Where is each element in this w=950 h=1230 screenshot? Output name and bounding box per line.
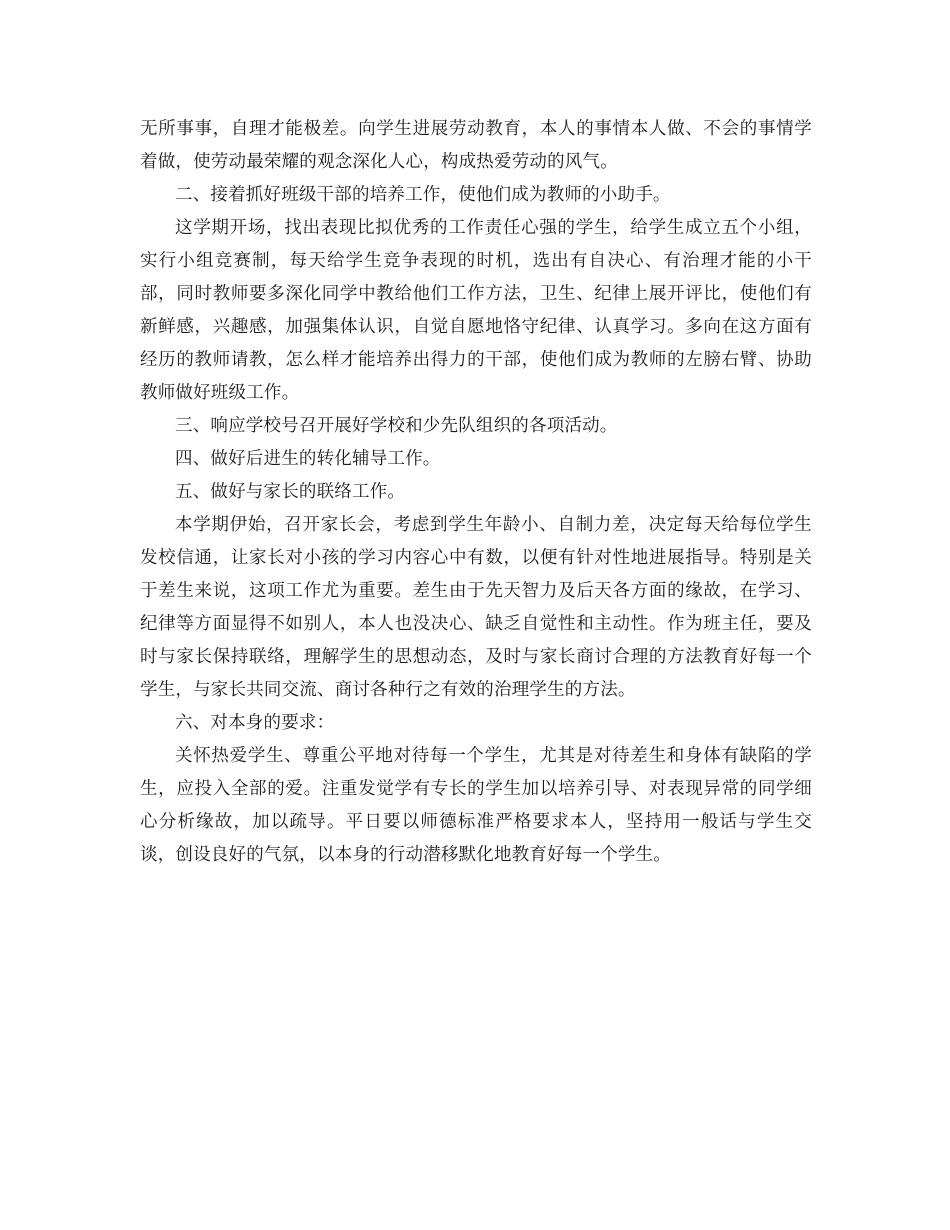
paragraph-class-cadres: 这学期开场，找出表现比拟优秀的工作责任心强的学生，给学生成立五个小组，实行小组竞赛制，每天给学生竞争表现的时机，选出有自决心、有治理才能的小干部，同时教师要多深化同学中教给他们工作方法，卫生、纪律上展开评比，使他们有新鲜感，兴趣感，加强集体认识，自觉自愿地恪守纪律、认真学习。多向在这方面有经历的教师请教，怎么样才能培养出得力的干部，使他们成为教师的左膀右臂、协助教师做好班级工作。: [140, 218, 812, 403]
heading-item-four: 四、做好后进生的转化辅导工作。: [175, 449, 441, 469]
heading-item-five: 五、做好与家长的联络工作。: [175, 482, 406, 502]
heading-item-three: 三、响应学校号召开展好学校和少先队组织的各项活动。: [175, 416, 618, 436]
heading-item-six: 六、对本身的要求：: [175, 713, 335, 733]
paragraph-self-requirements: 关怀热爱学生、尊重公平地对待每一个学生，尤其是对待差生和身体有缺陷的学生，应投入全部的爱。注重发觉学有专长的学生加以培养引导、对表现异常的同学细心分析缘故，加以疏导。平日要以师德标准严格要求本人，坚持用一般话与学生交谈，创设良好的气氛，以本身的行动潜移默化地教育好每一个学生。: [140, 746, 812, 865]
heading-item-two: 二、接着抓好班级干部的培养工作，使他们成为教师的小助手。: [175, 185, 671, 205]
paragraph-parent-contact: 本学期伊始，召开家长会，考虑到学生年龄小、自制力差，决定每天给每位学生发校信通，让家长对小孩的学习内容心中有数，以便有针对性地进展指导。特别是关于差生来说，这项工作尤为重要。差生由于先天智力及后天各方面的缘故，在学习、纪律等方面显得不如别人，本人也没决心、缺乏自觉性和主动性。作为班主任，要及时与家长保持联络，理解学生的思想动态，及时与家长商讨合理的方法教育好每一个学生，与家长共同交流、商讨各种行之有效的治理学生的方法。: [140, 515, 812, 700]
paragraph-continuation: 无所事事，自理才能极差。向学生进展劳动教育，本人的事情本人做、不会的事情学着做，使劳动最荣耀的观念深化人心，构成热爱劳动的风气。: [140, 119, 812, 172]
document-body: [140, 113, 812, 872]
